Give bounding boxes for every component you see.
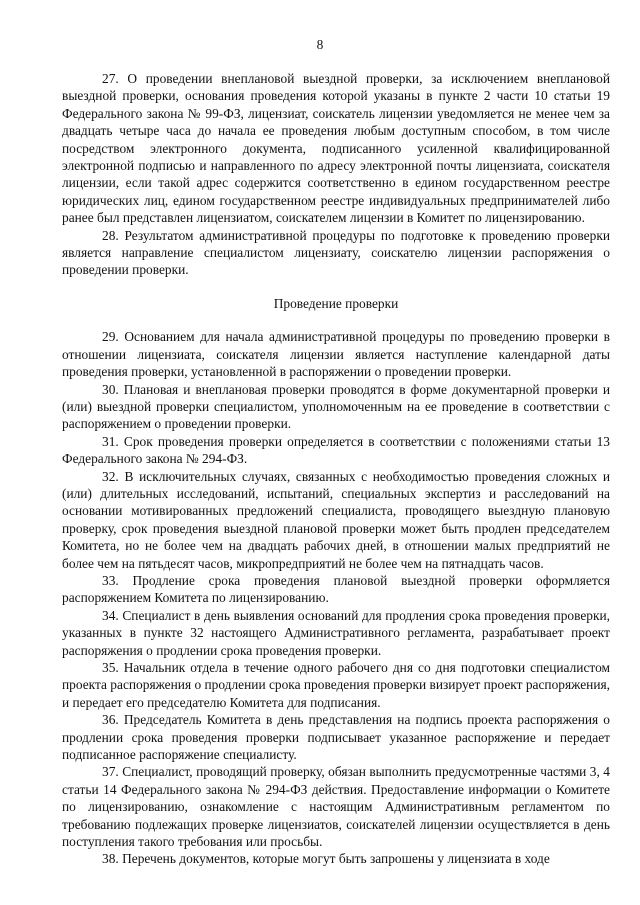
paragraph-34: 34. Специалист в день выявления оснований для продления срока проведения проверки, указанных в пункте 32 настоящего Административного регламента, разрабатывает проект распоряжения о продлении срока проведения проверки. — [62, 607, 610, 658]
paragraph-35: 35. Начальник отдела в течение одного рабочего дня со дня подготовки специалистом проекта распоряжения о продлении срока проведения проверки визирует проект распоряжения, и передает его председателю Комитета для подписания. — [62, 660, 610, 710]
document-body — [62, 70, 610, 868]
paragraph-29: 29. Основанием для начала административной процедуры по проведению проверки в отношении лицензиата, соискателя лицензии является наступление календарной даты проведения проверки, установленной в распоряжении о проведении проверки. — [62, 329, 610, 380]
paragraph-33: 33. Продление срока проведения плановой выездной проверки оформляется распоряжением Комитета по лицензированию. — [62, 572, 610, 606]
paragraph-28: 28. Результатом административной процедуры по подготовке к проведению проверки является направление специалистом лицензиату, соискателю лицензии распоряжения о проведении проверки. — [62, 227, 610, 278]
paragraph-38: 38. Перечень документов, которые могут быть запрошены у лицензиата в ходе — [102, 851, 550, 867]
section-heading: Проведение проверки — [273, 295, 399, 311]
paragraph-37: 37. Специалист, проводящий проверку, обязан выполнить предусмотренные частями 3, 4 статьи 14 Федерального закона № 294-ФЗ действия. Предоставление информации о Комитете по лицензированию, ознакомление с настоящим Административным регламентом по требованию подлежащих проверке лицензиатов, соискателей лицензии осуществляется в день поступления такого требования или просьбы. — [62, 764, 610, 850]
paragraph-31: 31. Срок проведения проверки определяется в соответствии с положениями статьи 13 Федерального закона № 294-ФЗ. — [62, 433, 610, 467]
paragraph-32: 32. В исключительных случаях, связанных с необходимостью проведения сложных и (или) длительных исследований, испытаний, специальных экспертиз и расследований на основании мотивированных предложений специалиста, проводящего выездную плановую проверку, срок проведения выездной плановой проверки может быть продлен председателем Комитета, но не более чем на двадцать рабочих дней, в отношении малых предприятий не более чем на пятьдесят часов, микропредприятий не более чем на пятнадцать часов. — [62, 468, 610, 571]
page-number: 8 — [316, 37, 324, 52]
paragraph-36: 36. Председатель Комитета в день представления на подпись проекта распоряжения о продлении срока проведения проверки подписывает указанное распоряжение и передает подписанное распоряжение специалисту. — [62, 712, 610, 763]
paragraph-30: 30. Плановая и внеплановая проверки проводятся в форме документарной проверки и (или) выездной проверки специалистом, уполномоченным на ее проведение в соответствии с распоряжением о проведении проверки. — [62, 381, 610, 432]
paragraph-27: 27. О проведении внеплановой выездной проверки, за исключением внеплановой выездной проверки, основания проведения которой указаны в пункте 2 части 10 статьи 19 Федерального закона № 99-ФЗ, лицензиат, соискатель лицензии уведомляется не менее чем за двадцать четыре часа до начала ее проведения любым доступным способом, в том числе посредством электронного документа, подписанного усиленной квалифицированной электронной подписью и направленного по адресу электронной почты лицензиата, соискателя лицензии, если такой адрес содержится соответственно в едином государственном реестре юридических лиц, едином государственном реестре индивидуальных предпринимателей либо ранее был представлен лицензиатом, соискателем лицензии в Комитет по лицензированию. — [62, 71, 610, 226]
